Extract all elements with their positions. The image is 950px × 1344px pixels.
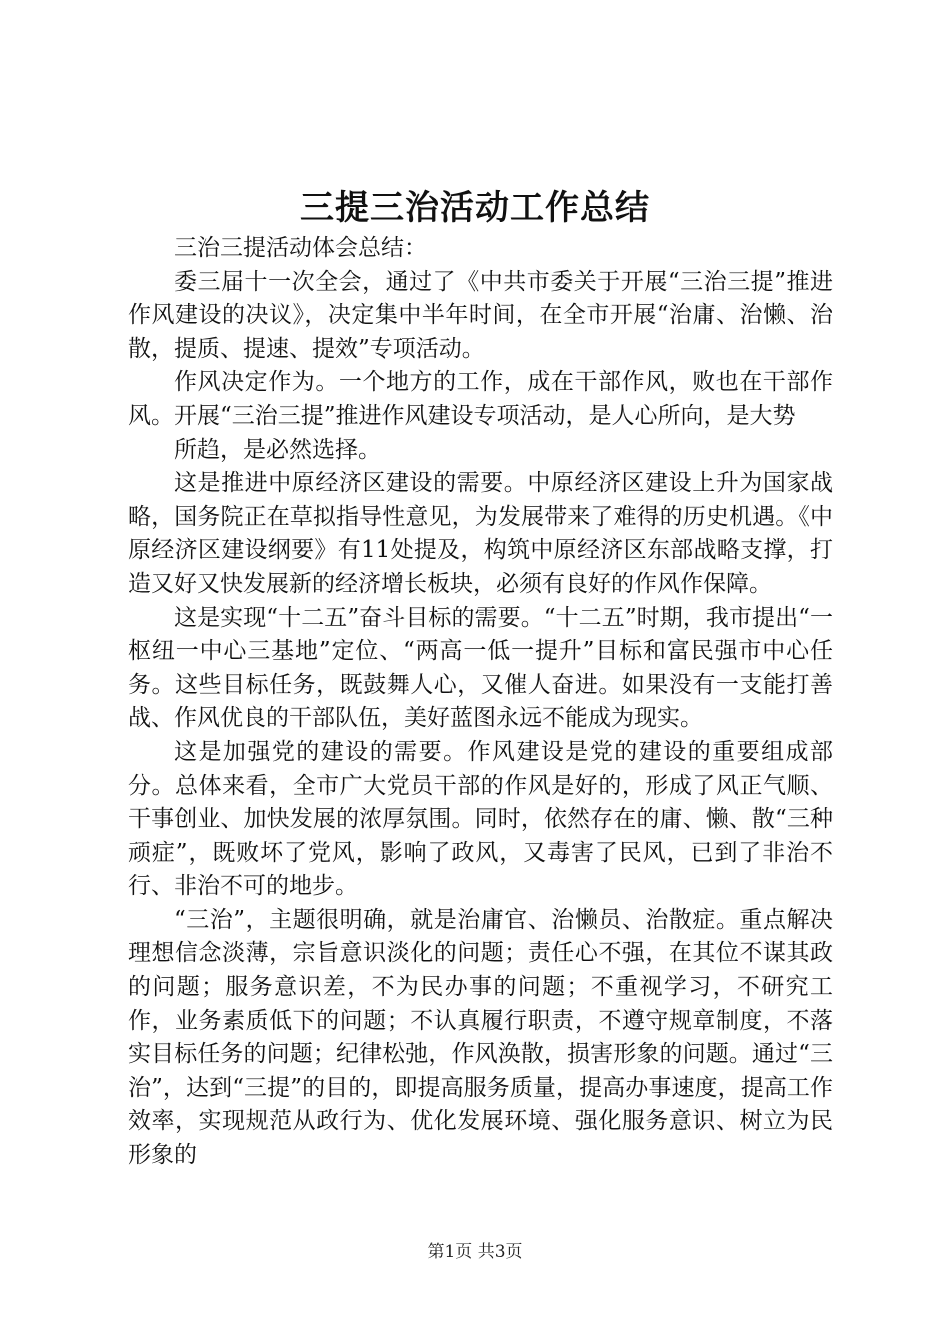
page-footer: 第1页 共3页 <box>427 1242 523 1262</box>
paragraph: 作风决定作为。一个地方的工作，成在干部作风，败也在干部作风。开展“三治三提”推进作风建设专项活动，是人心所向，是大势 <box>128 369 833 429</box>
paragraph: 这是推进中原经济区建设的需要。中原经济区建设上升为国家战略，国务院正在草拟指导性意见，为发展带来了难得的历史机遇。《中原经济区建设纲要》有11处提及，构筑中原经济区东部战略支撑，打造又好又快发展新的经济增长板块，必须有良好的作风作保障。 <box>128 470 833 597</box>
paragraph: 这是实现“十二五”奋斗目标的需要。“十二五”时期，我市提出“一枢纽一中心三基地”定位、“两高一低一提升”目标和富民强市中心任务。这些目标任务，既鼓舞人心，又催人奋进。如果没有一支能打善战、作风优良的干部队伍，美好蓝图永远不能成为现实。 <box>128 604 833 732</box>
paragraph: 三治三提活动体会总结： <box>174 235 427 261</box>
paragraph: 委三届十一次全会，通过了《中共市委关于开展“三治三提”推进作风建设的决议》，决定集中半年时间，在全市开展“治庸、治懒、治散，提质、提速、提效”专项活动。 <box>128 268 833 362</box>
document-body <box>128 232 833 1173</box>
document-title: 三提三治活动工作总结 <box>300 188 650 228</box>
paragraph: “三治”，主题很明确，就是治庸官、治懒员、治散症。重点解决理想信念淡薄，宗旨意识淡化的问题；责任心不强，在其位不谋其政的问题；服务意识差，不为民办事的问题；不重视学习，不研究工作，业务素质低下的问题；不认真履行职责，不遵守规章制度，不落实目标任务的问题；纪律松弛，作风涣散，损害形象的问题。通过“三治”，达到“三提”的目的，即提高服务质量，提高办事速度，提高工作效率，实现规范从政行为、优化发展环境、强化服务意识、树立为民形象的 <box>128 906 833 1169</box>
paragraph: 所趋，是必然选择。 <box>174 436 381 463</box>
paragraph: 这是加强党的建设的需要。作风建设是党的建设的重要组成部分。总体来看，全市广大党员干部的作风是好的，形成了风正气顺、干事创业、加快发展的浓厚氛围。同时，依然存在的庸、懒、散“三种顽症”，既败坏了党风，影响了政风，又毒害了民风，已到了非治不行、非治不可的地步。 <box>128 738 833 900</box>
